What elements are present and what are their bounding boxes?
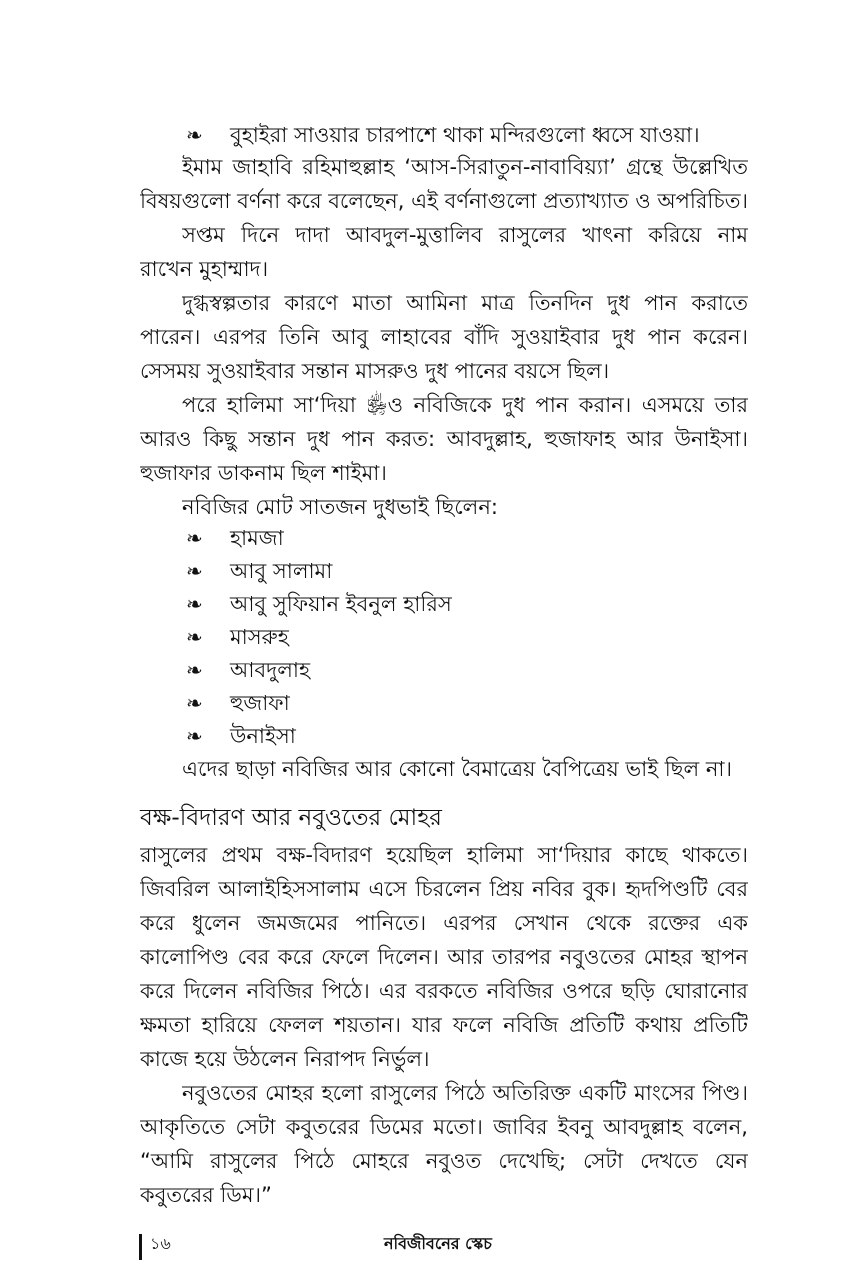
list-item (186, 653, 310, 687)
list-item-text: আবু সালামা (230, 559, 333, 583)
paragraph-line: করে দিলেন নবিজির পিঠে। এর বরকতে নবিজির ওপরে ছড়ি ঘোরানোর (140, 979, 748, 1003)
page-number: ১৬ (150, 1234, 171, 1253)
list-item-text: হামজা (230, 526, 284, 550)
list-item-text: উনাইসা (230, 724, 296, 748)
paragraph-line: কবুতরের ডিম।” (140, 1183, 272, 1207)
list-item-text: আবদুলাহ (230, 658, 310, 682)
list-item-text: বুহাইরা সাওয়ার চারপাশে থাকা মন্দিরগুলো ধ্বসে যাওয়া। (230, 123, 700, 147)
list-item (186, 554, 332, 588)
paragraph-line: কাজে হয়ে উঠলেন নিরাপদ নির্ভুল। (140, 1047, 430, 1071)
fleuron-icon: ❧ (186, 691, 203, 715)
list-item (186, 620, 289, 654)
paragraph-line: রাখেন মুহাম্মাদ। (140, 257, 269, 281)
footer-divider (139, 1234, 142, 1260)
paragraph-line: সপ্তম দিনে দাদা আবদুল-মুত্তালিব রাসুলের খাৎনা করিয়ে নাম (182, 223, 748, 247)
fleuron-icon: ❧ (186, 526, 203, 550)
paragraph-line: আকৃতিতে সেটা কবুতরের ডিমের মতো। জাবির ইবনু আবদুল্লাহ বলেন, (140, 1115, 748, 1139)
paragraph-line: পরে হালিমা সা‘দিয়া ﵂ও নবিজিকে দুধ পান করান। এসময়ে তার (182, 393, 748, 417)
paragraph-line: বিষয়গুলো বর্ণনা করে বলেছেন, এই বর্ণনাগুলো প্রত্যাখ্যাত ও অপরিচিত। (140, 189, 748, 213)
paragraph-line: এদের ছাড়া নবিজির আর কোনো বৈমাত্রেয় বৈপিত্রেয় ভাই ছিল না। (182, 757, 732, 781)
paragraph-line: সেসময় সুওয়াইবার সন্তান মাসরুও দুধ পানের বয়সে ছিল। (140, 359, 610, 383)
fleuron-icon: ❧ (186, 123, 203, 147)
paragraph-line: হুজাফার ডাকনাম ছিল শাইমা। (140, 461, 387, 485)
list-item (186, 587, 452, 621)
paragraph-line: রাসুলের প্রথম বক্ষ-বিদারণ হয়েছিল হালিমা সা‘দিয়ার কাছে থাকতে। (140, 843, 748, 867)
paragraph-line: “আমি রাসুলের পিঠে মোহরে নবুওত দেখেছি; সেটা দেখতে যেন (140, 1149, 748, 1173)
list-item-text: হুজাফা (230, 691, 290, 715)
section-heading: বক্ষ-বিদারণ আর নবুওতের মোহর (140, 805, 442, 831)
paragraph-line: আরও কিছু সন্তান দুধ পান করত: আবদুল্লাহ, হুজাফাহ আর উনাইসা। (140, 427, 748, 451)
fleuron-icon: ❧ (186, 592, 203, 616)
list-item (186, 521, 284, 555)
paragraph-line: ইমাম জাহাবি রহিমাহুল্লাহ ‘আস-সিরাতুন-নাবাবিয়্যা’ গ্রন্থে উল্লেখিত (182, 155, 748, 179)
fleuron-icon: ❧ (186, 559, 203, 583)
list-item-text: মাসরুহ (230, 625, 289, 649)
paragraph-line: জিবরিল আলাইহিসসালাম এসে চিরলেন প্রিয় নবির বুক। হৃদপিণ্ডটি বের (140, 877, 748, 901)
paragraph-line: নবুওতের মোহর হলো রাসুলের পিঠে অতিরিক্ত একটি মাংসের পিণ্ড। (182, 1081, 748, 1105)
running-footer-title: নবিজীবনের স্কেচ (384, 1234, 492, 1253)
list-item (186, 686, 290, 720)
fleuron-icon: ❧ (186, 658, 203, 682)
list-item (186, 719, 296, 753)
paragraph-line: পারেন। এরপর তিনি আবু লাহাবের বাঁদি সুওয়াইবার দুধ পান করেন। (140, 325, 748, 349)
paragraph-line: নবিজির মোট সাতজন দুধভাই ছিলেন: (182, 495, 498, 519)
fleuron-icon: ❧ (186, 724, 203, 748)
list-item-text: আবু সুফিয়ান ইবনুল হারিস (230, 592, 452, 616)
paragraph-line: দুগ্ধস্বল্পতার কারণে মাতা আমিনা মাত্র তিনদিন দুধ পান করাতে (182, 291, 748, 315)
paragraph-line: ক্ষমতা হারিয়ে ফেলল শয়তান। যার ফলে নবিজি প্রতিটি কথায় প্রতিটি (140, 1013, 748, 1037)
fleuron-icon: ❧ (186, 625, 203, 649)
list-item (186, 118, 700, 152)
paragraph-line: কালোপিণ্ড বের করে ফেলে দিলেন। আর তারপর নবুওতের মোহর স্থাপন (140, 945, 748, 969)
paragraph-line: করে ধুলেন জমজমের পানিতে। এরপর সেখান থেকে রক্তের এক (140, 911, 748, 935)
